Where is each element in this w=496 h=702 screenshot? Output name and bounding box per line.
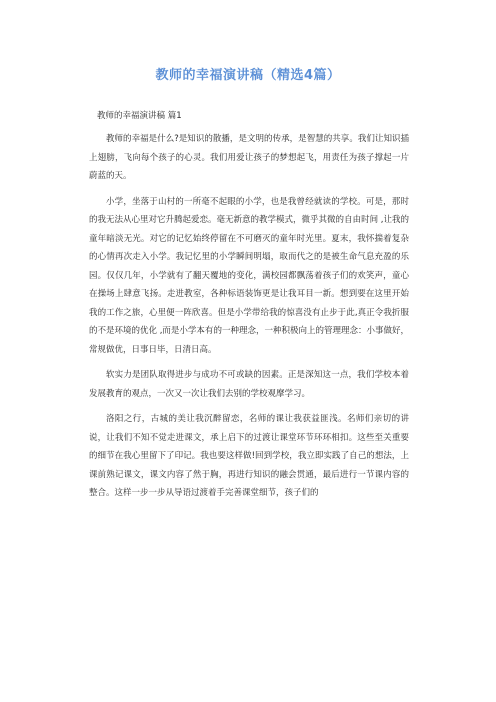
- paragraph-1: 教师的幸福是什么?是知识的散播，是文明的传承，是智慧的共享。我们让知识插上翅膀，飞向每个孩子的心灵。我们用爱让孩子的梦想起飞，用责任为孩子撑起一片蔚蓝的天。: [89, 134, 409, 181]
- paragraph-2: 小学，坐落于山村的一所毫不起眼的小学，也是我曾经就读的学校。可是，那时的我无法从心里对它升腾起爱恋。毫无新意的教学模式，微乎其微的自由时间 ,让我的童年暗淡无光。对它的记忆始终停留在不可磨灭的童年时光里。夏末，我怀揣着复杂的心情再次走入小学。我记忆里的小学瞬间明塌，取而代之的是被生命气息充盈的乐园。仅仅几年，小学就有了翻天覆地的变化，满校园都飘荡着孩子们的欢笑声，童心在操场上肆意飞扬。走进教室，各种标语装饰更是让我耳目一新。想到要在这里开始我的工作之旅，心里便一阵欣喜。但是小学带给我的惊喜没有止步于此,真正令我折服的不是环境的优化 ,而是小学本有的一种理念，一种积极向上的管理理念：小事做好，常规做优，日事日毕，日清日高。: [89, 196, 409, 355]
- document-body: [89, 109, 409, 510]
- section-heading: 教师的幸福演讲稿 篇1: [97, 111, 182, 121]
- paragraph-3: 软实力是团队取得进步与成功不可或缺的因素。正是深知这一点，我们学校本着发展教育的观点，一次又一次让我们去别的学校观摩学习。: [89, 370, 409, 399]
- paragraph-4: 洛阳之行，古城的美让我沉醉留恋，名师的课让我获益匪浅。名师们亲切的讲说，让我们不知不觉走进课文，承上启下的过渡让课堂环节环环相扣。这些至关重要的细节在我心里留下了印记。我也要这样做!回到学校，我立即实践了自己的想法，上课前熟记课文，课文内容了然于胸，再进行知识的融会贯通，最后进行一节课内容的整合。这样一步一步从导语过渡着手完善课堂细节，孩子们的: [89, 414, 409, 498]
- document-title: 教师的幸福演讲稿（精选4篇）: [155, 68, 341, 83]
